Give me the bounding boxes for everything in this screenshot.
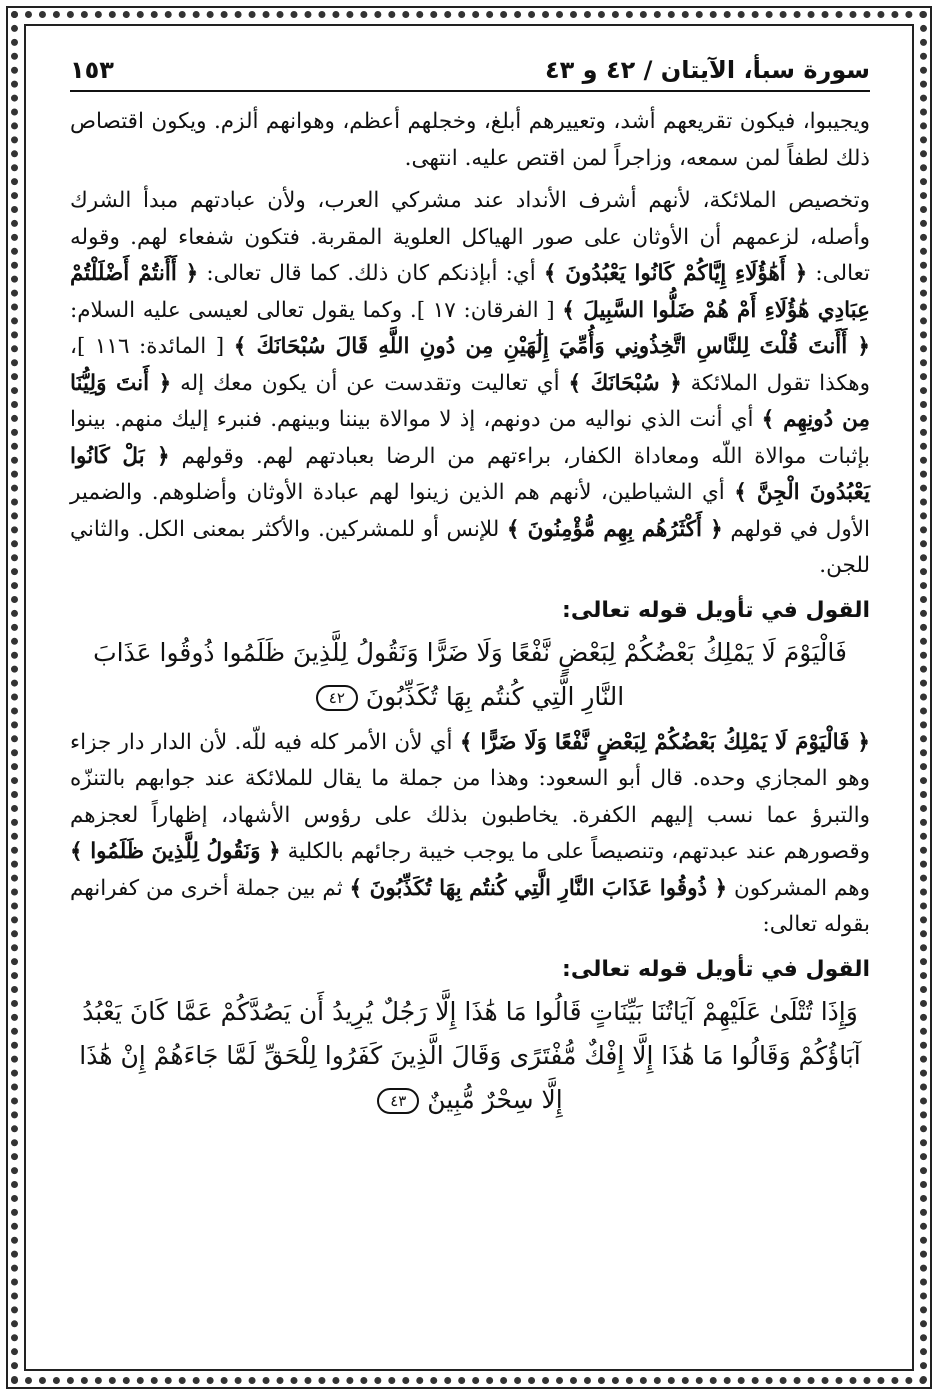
quran-quote: ﴿ أَهَٰؤُلَاءِ إِيَّاكُمْ كَانُوا يَعْبُدُونَ ﴾ [543, 261, 808, 286]
verse-block-42 [70, 631, 870, 719]
paragraph-3 [70, 725, 870, 944]
quran-quote: ﴿ فَالْيَوْمَ لَا يَمْلِكُ بَعْضُكُمْ لِبَعْضٍ نَّفْعًا وَلَا ضَرًّا ﴾ [459, 729, 870, 755]
section-heading-1: القول في تأويل قوله تعالى: [562, 597, 870, 623]
text-segment: أي: أبإذنكم كان ذلك. كما قال تعالى: [206, 261, 536, 286]
page-content [70, 56, 870, 1122]
verse-block-43 [70, 990, 870, 1122]
text-segment: أي لأن الأمر كله فيه للّه. لأن الدار دار جزاء وهو المجازي وحده. قال أبو السعود: وهذا من جملة ما يقال للملائكة عند جوابهم بالتنزّه والتبرؤ عما نسب إليهم الكفرة. يخاطبون بذلك على رؤوس الأشهاد، إظهاراً لعجزهم وقصورهم عند عبدتهم، وتنصيصاً على ما يوجب خيبة رجائهم بالكلية [70, 729, 870, 864]
text-segment: [ المائدة: ١١٦ ]، وهكذا تقول الملائكة [70, 334, 870, 396]
running-header [70, 56, 870, 90]
ayah-number-marker: ٤٢ [316, 685, 358, 711]
quran-quote: ﴿ وَنَقُولُ لِلَّذِينَ ظَلَمُوا ﴾ [70, 839, 281, 864]
paragraph-1: ويجيبوا، فيكون تقريعهم أشد، وتعييرهم أبلغ، وخجلهم أعظم، وهوانهم ألزم. ويكون اقتصاص ذلك لطفاً لمن سمعه، وزاجراً لمن اقتص عليه. انتهى. [70, 109, 870, 171]
quran-quote: ﴿ أَأَنتَ قُلْتَ لِلنَّاسِ اتَّخِذُونِي وَأُمِّيَ إِلَٰهَيْنِ مِن دُونِ اللَّهِ قَالَ سُبْحَانَكَ ﴾ [233, 334, 871, 359]
quran-quote: ﴿ أَكْثَرُهُم بِهِم مُّؤْمِنُونَ ﴾ [506, 516, 723, 542]
quran-quote: ﴿ سُبْحَانَكَ ﴾ [568, 370, 682, 396]
verse-text: وَإِذَا تُتْلَىٰ عَلَيْهِمْ آيَاتُنَا بَيِّنَاتٍ قَالُوا مَا هَٰذَا إِلَّا رَجُلٌ يُرِيدُ أَن يَصُدَّكُمْ عَمَّا كَانَ يَعْبُدُ آبَاؤُكُمْ وَقَالُوا مَا هَٰذَا إِلَّا إِفْكٌ مُّفْتَرًى وَقَالَ الَّذِينَ كَفَرُوا لِلْحَقِّ لَمَّا جَاءَهُمْ إِنْ هَٰذَا إِلَّا سِحْرٌ مُّبِينٌ [79, 996, 861, 1114]
header-rule [70, 90, 870, 92]
text-segment: أي أنت الذي نواليه من دونهم، إذ لا موالاة بيننا وبينهم. فنبرء إليك منهم. بينوا بإثبات موالاة اللّه ومعاداة الكفار، براءتهم من الرضا بعبادتهم لهم. وقولهم [70, 407, 871, 469]
ayah-number-marker: ٤٣ [377, 1088, 419, 1114]
quran-quote: ﴿ أَنتَ وَلِيُّنَا مِن دُونِهِم ﴾ [70, 370, 870, 432]
quran-quote: ﴿ بَلْ كَانُوا يَعْبُدُونَ الْجِنَّ ﴾ [70, 443, 871, 505]
text-segment: [ الفرقان: ١٧ ]. وكما يقول تعالى لعيسى عليه السلام: [70, 297, 555, 323]
text-segment: للإنس أو للمشركين. والأكثر بمعنى الكل. والثاني للجن. [70, 516, 870, 578]
text-segment: ثم بين جملة أخرى من كفرانهم بقوله تعالى: [70, 875, 870, 937]
section-heading-2: القول في تأويل قوله تعالى: [562, 956, 870, 982]
quran-quote: ﴿ أَأَنتُمْ أَضْلَلْتُمْ عِبَادِي هَٰؤُلَاءِ أَمْ هُمْ ضَلُّوا السَّبِيلَ ﴾ [70, 261, 870, 323]
text-segment: أي الشياطين، لأنهم هم الذين زينوا لهم عبادة الأوثان وأضلوهم. والضمير الأول في قولهم [70, 480, 871, 542]
paragraph-2 [70, 183, 870, 585]
surah-title: سورة سبأ، الآيتان / ٤٢ و ٤٣ [545, 56, 870, 84]
verse-text: فَالْيَوْمَ لَا يَمْلِكُ بَعْضُكُمْ لِبَعْضٍ نَّفْعًا وَلَا ضَرًّا وَنَقُولُ لِلَّذِينَ ظَلَمُوا ذُوقُوا عَذَابَ النَّارِ الَّتِي كُنتُم بِهَا تُكَذِّبُونَ [93, 637, 847, 711]
page-number: ١٥٣ [70, 56, 114, 84]
text-segment: وتخصيص الملائكة، لأنهم أشرف الأنداد عند مشركي العرب، ولأن عبادتهم مبدأ الشرك وأصله، لزعمهم أن الأوثان على صور الهياكل العلوية المقربة. فتكون شفعاء لهم. وقوله تعالى: [70, 188, 871, 286]
quran-quote: ﴿ ذُوقُوا عَذَابَ النَّارِ الَّتِي كُنتُم بِهَا تُكَذِّبُونَ ﴾ [349, 875, 728, 901]
text-segment: وهم المشركون [734, 875, 870, 901]
text-segment: أي تعاليت وتقدست عن أن يكون معك إله [180, 370, 560, 396]
